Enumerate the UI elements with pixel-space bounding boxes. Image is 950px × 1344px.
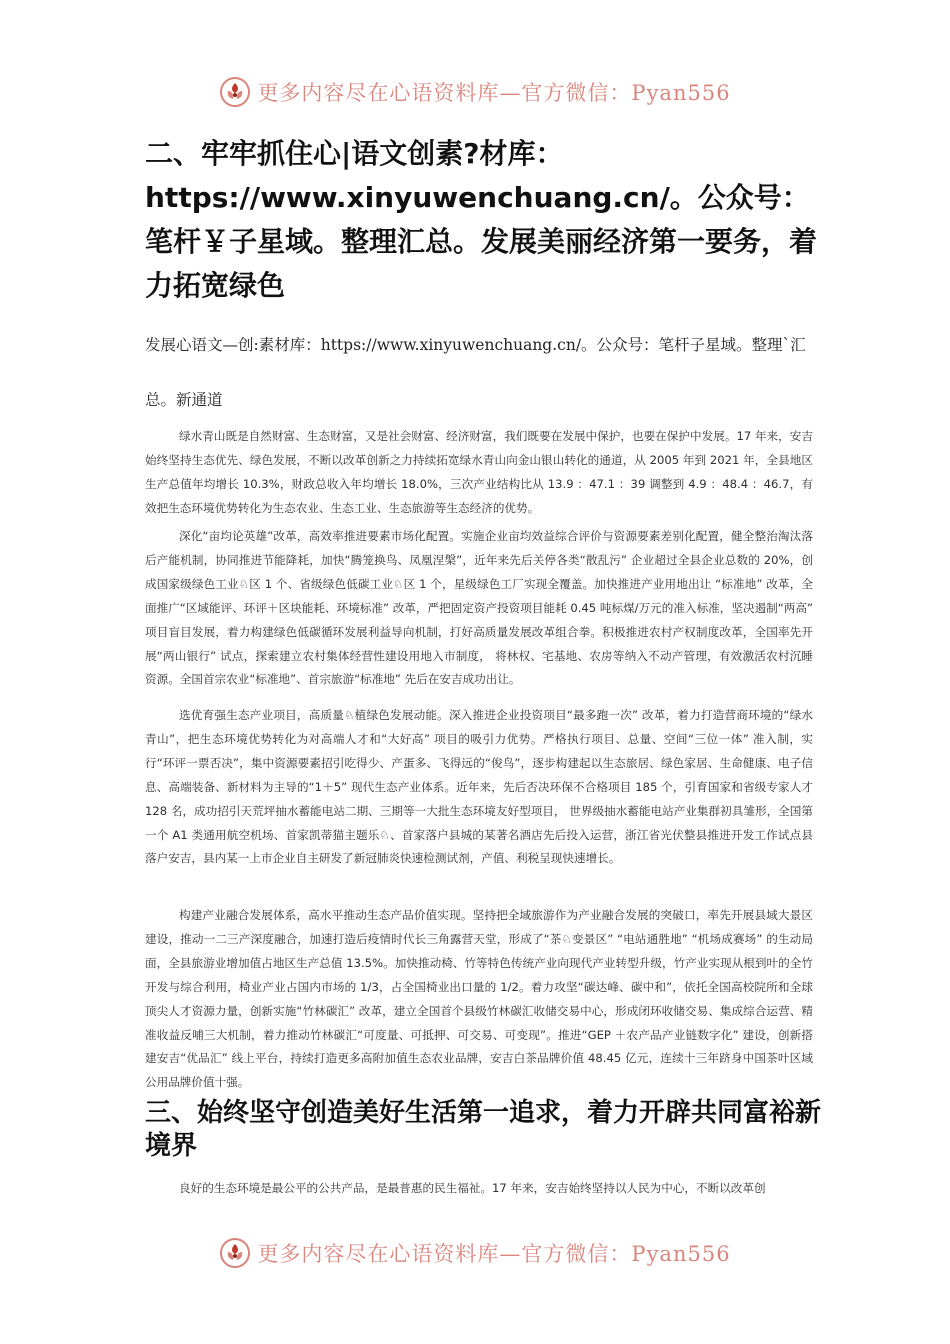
paragraph-2: 深化“亩均论英雄”改革，高效率推进要素市场化配置。实施企业亩均效益综合评价与资源要素差别化配置，健全整治淘汰落后产能机制，协同推进节能降耗，加快“腾笼换鸟、凤凰涅槃”，近年来先后关停各类“散乱污” 企业超过全县企业总数的 20%，创成国家级绿色工业♘区 1 个、省级绿色低碳工业♘区 1 个，星级绿色工厂实现全覆盖。加快推进产业用地出让 “标准地” 改革，全面推广“区域能评、环评＋区块能耗、环境标准” 改革，严把固定资产投资项目能耗 0.45 吨标煤/万元的准入标准，坚决遏制“两高” 项目盲目发展，着力构建绿色低碳循环发展利益导向机制，打好高质量发展改革组合拳。积极推进农村产权制度改革，全国率先开展“两山银行” 试点，探索建立农村集体经营性建设用地入市制度， 将林权、宅基地、农房等纳入不动产管理，有效激活农村沉睡资源。全国首宗农业“标准地”、首宗旅游“标准地” 先后在安吉成功出让。 bbox=[145, 529, 813, 687]
paragraph-1: 绿水青山既是自然财富、生态财富，又是社会财富、经济财富，我们既要在发展中保护，也要在保护中发展。17 年来，安吉始终坚持生态优先、绿色发展，不断以改革创新之力持续拓宽绿水青山向金山银山转化的通道，从 2005 年到 2021 年，全县地区生产总值年均增长 10.3%，财政总收入年均增长 18.0%，三次产业结构比从 13.9 ：47.1 ：39 调整到 4.9 ：48.4 ：46.7，有效把生态环境优势转化为生态农业、生态工业、生态旅游等生态经济的优势。 bbox=[145, 429, 813, 515]
paragraph-3: 选优育强生态产业项目，高质量♘植绿色发展动能。深入推进企业投资项目“最多跑一次” 改革，着力打造营商环境的“绿水青山”，把生态环境优势转化为对高端人才和“大好高” 项目的吸引力优势。严格执行项目、总量、空间“三位一体” 准入制，实行“环评一票否决”，集中资源要素招引吃得少、产蛋多、飞得远的“俊鸟”，逐步构建起以生态旅居、绿色家居、生命健康、电子信息、高端装备、新材料为主导的“1＋5” 现代生态产业体系。近年来，先后否决环保不合格项目 185 个，引育国家和省级专家人才 128 名，成功招引天荒坪抽水蓄能电站二期、三期等一大批生态环境友好型项目， 世界级抽水蓄能电站产业集群初具雏形，全国第一个 A1 类通用航空机场、首家凯蒂猫主题乐♘、首家落户县城的某著名酒店先后投入运营，浙江省光伏整县推进开发工作试点县落户安吉，县内某一上市企业自主研发了新冠肺炎快速检测试剂，产值、利税呈现快速增长。 bbox=[145, 708, 813, 866]
section-heading-2: 二、牢牢抓住心|语文创素?材库：https://www.xinyuwenchuang.cn/。公众号：笔杆￥子星域。整理汇总。发展美丽经济第一要务，着力拓宽绿色 bbox=[145, 137, 818, 302]
flower-logo-icon bbox=[219, 1237, 251, 1269]
banner-text: 更多内容尽在心语资料库—官方微信：Pyan556 bbox=[257, 1242, 731, 1266]
footer-watermark-banner bbox=[0, 1233, 950, 1273]
paragraph-5: 良好的生态环境是最公平的公共产品，是最普惠的民生福祉。17 年来，安吉始终坚持以人民为中心，不断以改革创 bbox=[179, 1181, 766, 1195]
flower-logo-icon bbox=[219, 76, 251, 108]
section-heading-3: 三、始终坚守创造美好生活第一追求，着力开辟共同富裕新境界 bbox=[145, 1098, 822, 1161]
header-watermark-banner bbox=[0, 72, 950, 112]
source-note: 发展心语文—创:素材库：https://www.xinyuwenchuang.cn/。公众号：笔杆子星域。整理`汇总。新通道 bbox=[145, 336, 806, 409]
paragraph-4: 构建产业融合发展体系，高水平推动生态产品价值实现。坚持把全域旅游作为产业融合发展的突破口，率先开展县域大景区建设，推动一二三产深度融合，加速打造后疫情时代长三角露营天堂，形成了“茶♘变景区” “电站通胜地” “机场成赛场” 的生动局面，全县旅游业增加值占地区生产总值 13.5%。加快推动椅、竹等特色传统产业向现代产业转型升级，竹产业实现从根到叶的全竹开发与综合利用，椅业产业占国内市场的 1/3，占全国椅业出口量的 1/2。着力攻坚“碳达峰、碳中和”，依托全国高校院所和全球顶尖人才资源力量，创新实施“竹林碳汇” 改革，建立全国首个县级竹林碳汇收储交易中心，形成闭环收储交易、集成综合运营、精准收益反哺三大机制，着力推动竹林碳汇“可度量、可抵押、可交易、可变现”。推进“GEP ＋农产品产业链数字化” 建设，创新搭建安吉“优品汇” 线上平台，持续打造更多高附加值生态农业品牌，安吉白茶品牌价值 48.45 亿元，连续十三年跻身中国茶叶区域公用品牌价值十强。 bbox=[145, 908, 813, 1090]
banner-text: 更多内容尽在心语资料库—官方微信：Pyan556 bbox=[257, 81, 731, 105]
